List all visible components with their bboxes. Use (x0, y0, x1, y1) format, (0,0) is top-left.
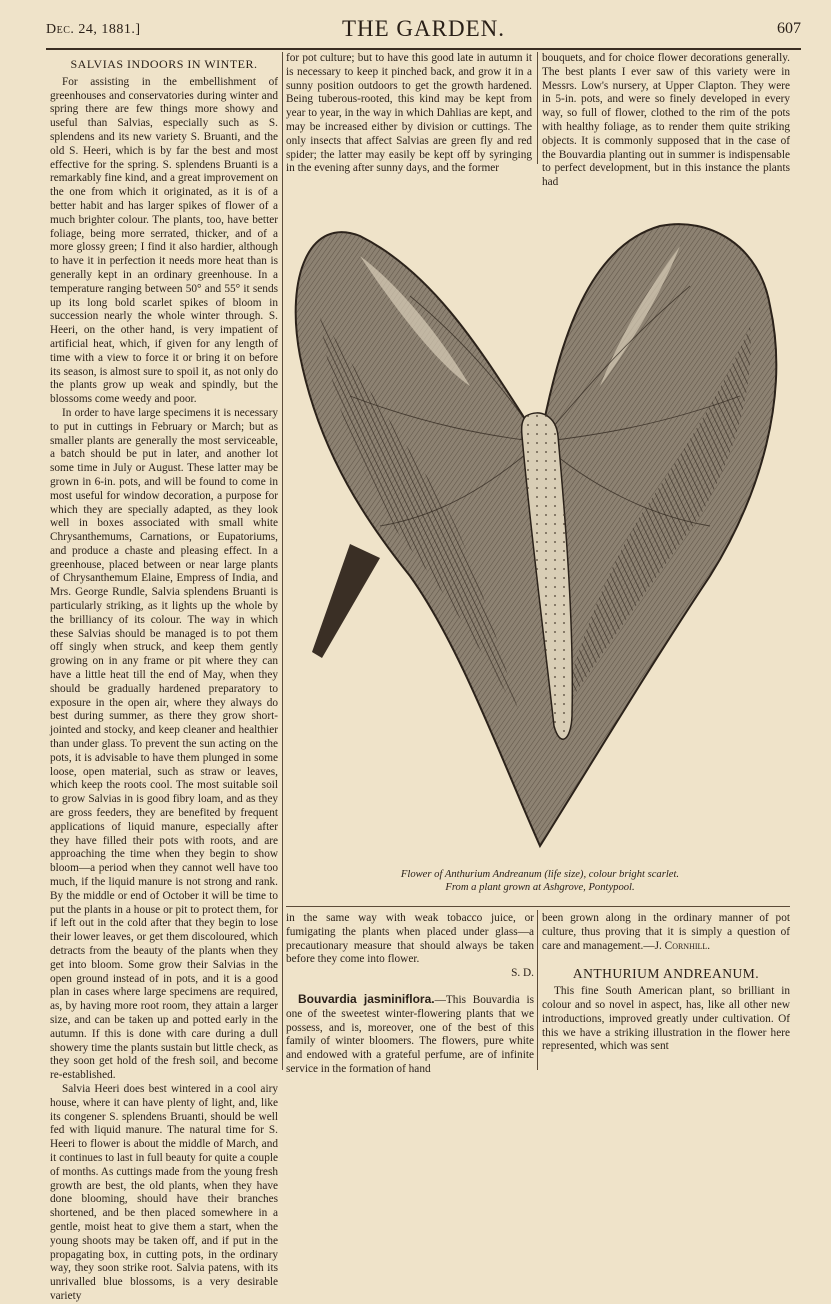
header-title: THE GARDEN. (341, 16, 506, 41)
column-3-bottom (542, 912, 790, 1054)
stem (312, 544, 380, 658)
caption-line-2: From a plant grown at Ashgrove, Pontypool. (445, 882, 635, 893)
bouvardia-lead: Bouvardia jasminiflora. (298, 991, 435, 1006)
bouvardia-signature: —J. Cornhill. (643, 939, 711, 952)
bouvardia-continuation: bouquets, and for choice flower decorations generally. The best plants I ever saw of this variety were in Messrs. Low's nursery, at Upper Clapton. They were in 5-in. pots, and were so finely developed in every way, so full of flower, clothed to the rim of the pots with healthy foliage, as to render them quite striking objects. It is commonly supposed that in the case of the Bouvardia planting out in summer is indispensable to perfect development, but in this instance the plants had (542, 52, 790, 189)
header-date: Dec. 24, 1881.] (46, 22, 141, 37)
salvias-signature: S. D. (511, 967, 534, 980)
figure-caption (300, 868, 780, 894)
caption-line-1: Flower of Anthurium Andreanum (life size), colour bright scarlet. (400, 869, 680, 880)
bouvardia-end (542, 912, 790, 953)
salvias-paragraph-1: For assisting in the embellishment of greenhouses and conservatories during winter and spring there are few things more showy and useful than Salvias, especially such as S. splendens and its new variety S. Bruanti, and the old S. Heeri, which is by far the best and most effective for the spring. S. splendens Bruanti is a remarkably fine kind, and a great improvement on the one from which it originated, as it is of a better habit and has larger spikes of flower of a much brighter colour. The plants, too, have better foliage, being more serrated, thicker, and of a more glossy green; I find it also hardier, although to have it in perfection it needs more heat than is generally kept in an ordinary greenhouse. In a temperature ranging between 50° and 55° it sends up its long bold scarlet spikes of bloom in succession nearly the whole winter through. S. Heeri, on the other hand, is very impatient of artificial heat, which, if given for any length of time with a view to force it or bring it on before its season, is almost sure to spoil it, as not only do the plants grow up weak and spindly, but the blossoms come weedy and poor. (50, 75, 278, 406)
column-divider-2-bottom (537, 910, 538, 1070)
column-divider-1 (282, 52, 283, 1070)
figure-bottom-rule (286, 906, 790, 907)
anthurium-illustration (290, 196, 790, 864)
salvias-end-text: in the same way with weak tobacco juice, or fumigating the plants when placed under glass—a precautionary measure that should always be taken before they come into flower. (286, 912, 534, 966)
column-2-bottom (286, 912, 534, 1077)
bouvardia-text: —This Bouvardia is one of the sweetest winter-flowering plants that we possess, and is, moreover, one of the best of this family of winter bloomers. The flowers, pure white and endowed with a grateful perfume, are of infinite service in the formation of hand (286, 993, 534, 1075)
anthurium-title: ANTHURIUM ANDREANUM. (572, 966, 760, 982)
bouvardia-end-text: been grown along in the ordinary manner of pot culture, thus proving that it is simply a question of care and management. (542, 912, 790, 952)
header-page-number: 607 (777, 20, 801, 37)
page-header (46, 14, 801, 50)
column-3-top (542, 52, 790, 190)
salvias-paragraph-2: In order to have large specimens it is necessary to put in cuttings in February or March; but as smaller plants are generally the most serviceable, a batch should be put in later, and another lot some time in July or August. These latter may be grown in 6-in. pots, and will be found to come in most useful for window decoration, a purpose for which they are specially adapted, as they look well in boxes associated with small white Chrysanthemums, Carnations, or Eupatoriums, and produce a chaste and pleasing effect. In a greenhouse, placed between or near large plants of Chrysanthemum Elaine, Empress of India, and Mrs. George Rundle, Salvia splendens Bruanti is particularly striking, as it lights up the whole by the brilliancy of its colour. The way in which these Salvias should be managed is to pot them off singly when struck, and keep them gently growing on in any frame or pit where they can have a little heat till the end of May, when they should be gradually hardened preparatory to exposure in the open air, where they always do best during summer, as there they grow short-jointed and stocky, and keep cleaner and healthier than under glass. To prevent the sun acting on the pots, it is advisable to have them plunged in some loose, open material, such as straw or leaves, which keep the roots cool. The most suitable soil to grow Salvias in is good fibry loam, and as they are gross feeders, they are benefited by frequent applications of liquid manure, especially after they have filled their pots with roots, and are approaching the time when they begin to show bloom—a period when they cannot well have too much, if the liquid manure is not strong and rank. By the middle or end of October it will be time to put the plants in a house or pit to protect them, for if left out in the cold after that they begin to lose their lower leaves, or get them discoloured, which detracts from the beauty of the plants when they get into bloom. Some grow their Salvias in the open ground instead of in pots, and it is a good plan in cases where large specimens are required, as, by having more root room, they attain a larger size, and can be taken up and potted early in the autumn. If this is done with care during a dull showery time the plants sustain but little check, as they soon get hold of the fresh soil, and become re-established. (50, 406, 278, 1082)
salvias-continuation: for pot culture; but to have this good late in autumn it is necessary to keep it pinched back, and grow it in a sunny position outdoors to get the growth hardened. Being tuberous-rooted, this kind may be kept from year to year, in the way in which Dahlias are kept, and may be increased either by division or cuttings. The only insects that affect Salvias are green fly and red spider; the latter may easily be kept off by syringing in the evening after sunny days, and the former (286, 52, 532, 175)
salvias-end (286, 912, 534, 967)
column-divider-2-top (537, 52, 538, 164)
bouvardia-paragraph (286, 993, 534, 1077)
salvias-paragraph-3: Salvia Heeri does best wintered in a cool airy house, where it can have plenty of light, and, like its congener S. splendens Bruanti, should be well fed with liquid manure. The natural time for S. Heeri to flower is about the middle of March, and it continues to last in full beauty for quite a couple of months. As cuttings made from the young fresh growth are best, the old plants, when they have done blooming, should have their branches shortened, and be then placed somewhere in a gentle, moist heat to give them a start, when the young shoots may be taken off, and if put in the propagating box, in cutting pots, in the ordinary way, they soon strike root. Salvia patens, with its unrivalled blue blossoms, is a very desirable variety (50, 1082, 278, 1302)
anthurium-paragraph: This fine South American plant, so brilliant in colour and so novel in aspect, has, like all other new introductions, improved greatly under cultivation. Of this we have a striking illustration in the flower here represented, which was sent (542, 985, 790, 1053)
column-1 (50, 56, 278, 1302)
column-2-top (286, 52, 532, 176)
salvias-title: SALVIAS INDOORS IN WINTER. (70, 57, 258, 71)
